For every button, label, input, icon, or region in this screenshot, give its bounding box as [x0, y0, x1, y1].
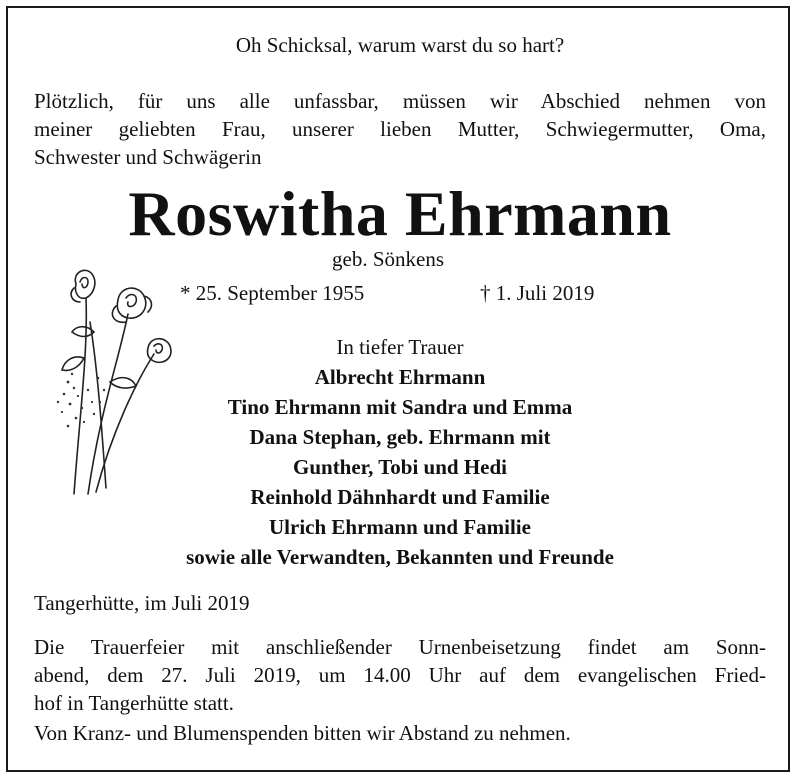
service-line-1: Die Trauerfeier mit anschließender Urnenbeisetzung findet am Sonn-	[34, 635, 766, 659]
mourner-6: Ulrich Ehrmann und Familie	[269, 515, 531, 539]
service-line-2: abend, dem 27. Juli 2019, um 14.00 Uhr auf dem evangelischen Fried-	[34, 663, 766, 687]
mourner-7: sowie alle Verwandten, Bekannten und Freunde	[186, 545, 614, 569]
maiden-name: geb. Sönkens	[332, 247, 444, 271]
mourner-5: Reinhold Dähnhardt und Familie	[250, 485, 550, 509]
death-date: † 1. Juli 2019	[480, 281, 595, 305]
place-date: Tangerhütte, im Juli 2019	[34, 591, 250, 615]
intro-quote: Oh Schicksal, warum warst du so hart?	[235, 33, 565, 57]
mourner-2: Tino Ehrmann mit Sandra und Emma	[227, 395, 573, 419]
mourner-1: Albrecht Ehrmann	[314, 365, 486, 389]
donations-note: Von Kranz- und Blumenspenden bitten wir Abstand zu nehmen.	[34, 721, 571, 745]
paragraph-line-2: meiner geliebten Frau, unserer lieben Mutter, Schwiegermutter, Oma,	[34, 117, 766, 141]
deceased-name: Roswitha Ehrmann	[128, 178, 672, 249]
birth-date: * 25. September 1955	[180, 281, 365, 305]
paragraph-line-3: Schwester und Schwägerin	[34, 145, 262, 169]
mourning-title: In tiefer Trauer	[336, 335, 464, 359]
service-line-3: hof in Tangerhütte statt.	[34, 691, 234, 715]
mourner-3: Dana Stephan, geb. Ehrmann mit	[249, 425, 551, 449]
paragraph-line-1: Plötzlich, für uns alle unfassbar, müssen wir Abschied nehmen von	[34, 89, 766, 113]
mourner-4: Gunther, Tobi und Hedi	[293, 455, 507, 479]
